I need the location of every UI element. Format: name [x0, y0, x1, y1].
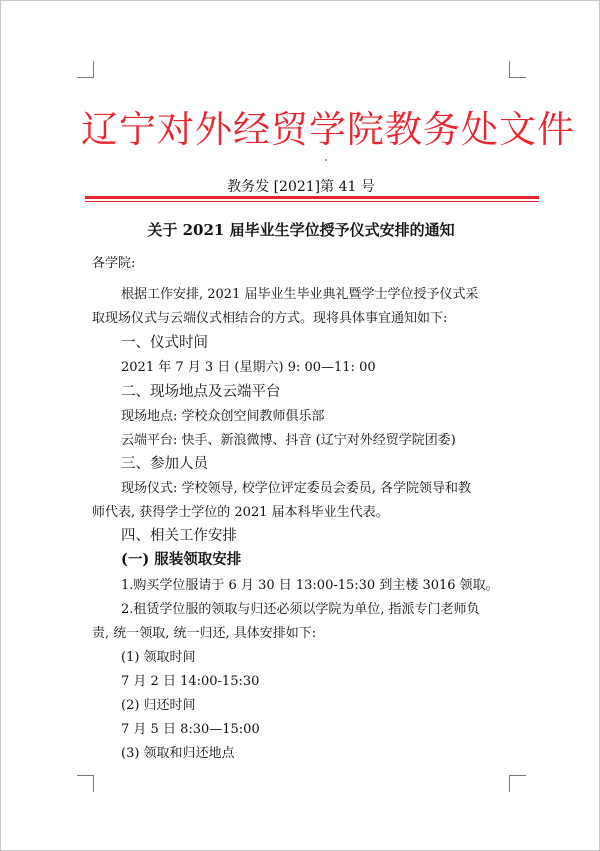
item-2-line-2: 责, 统一领取, 统一归还, 具体安排如下:: [92, 626, 317, 641]
crop-mark-top-right: [509, 61, 526, 78]
pickup-time-label: (1) 领取时间: [121, 650, 196, 665]
return-time-value: 7 月 5 日 8:30—15:00: [121, 722, 260, 737]
section-1-heading: 一、仪式时间: [121, 335, 208, 351]
section-2-heading: 二、现场地点及云端平台: [121, 384, 281, 400]
crop-mark-bottom-right: [509, 775, 526, 792]
item-1: 1.购买学位服请于 6 月 30 日 13:00-15:30 到主楼 3016 领取。: [121, 578, 499, 593]
venue-location: 现场地点: 学校众创空间教师俱乐部: [121, 409, 325, 424]
document-number: 教务发 [2021]第 41 号: [227, 179, 375, 195]
ceremony-time: 2021 年 7 月 3 日 (星期六) 9: 00—11: 00: [121, 360, 376, 375]
return-time-label: (2) 归还时间: [121, 698, 196, 713]
separator-dot: [325, 159, 327, 161]
crop-mark-bottom-left: [77, 775, 94, 792]
attendees-line-1: 现场仪式: 学校领导, 校学位评定委员会委员, 各学院领导和教: [121, 481, 472, 496]
header-red-rule-thin: [85, 201, 539, 202]
document-header-title: 辽宁对外经贸学院教务处文件: [81, 108, 575, 151]
header-red-rule: [85, 196, 539, 199]
intro-line-1: 根据工作安排, 2021 届毕业生毕业典礼暨学士学位授予仪式采: [121, 287, 479, 302]
crop-mark-top-left: [77, 61, 94, 78]
salutation: 各学院:: [92, 256, 136, 271]
attendees-line-2: 师代表, 获得学士学位的 2021 届本科毕业生代表。: [92, 505, 389, 520]
pickup-return-location-label: (3) 领取和归还地点: [121, 746, 235, 761]
cloud-platform: 云端平台: 快手、新浪微博、抖音 (辽宁对外经贸学院团委): [121, 433, 456, 448]
intro-line-2: 取现场仪式与云端仪式相结合的方式。现将具体事宜通知如下:: [92, 311, 448, 326]
item-2-line-1: 2.租赁学位服的领取与归还必须以学院为单位, 指派专门老师负: [121, 602, 480, 617]
notice-title: 关于 2021 届毕业生学位授予仪式安排的通知: [147, 221, 455, 239]
subsection-1-heading: (一) 服装领取安排: [121, 551, 242, 568]
section-4-heading: 四、相关工作安排: [121, 528, 237, 544]
pickup-time-value: 7 月 2 日 14:00-15:30: [121, 674, 260, 689]
section-3-heading: 三、参加人员: [121, 456, 208, 472]
